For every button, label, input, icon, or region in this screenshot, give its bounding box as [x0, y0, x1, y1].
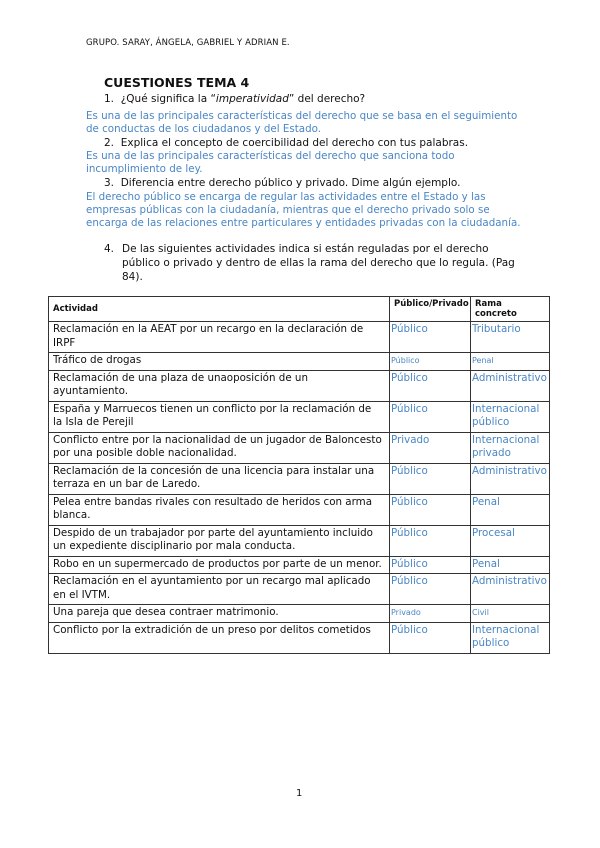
public-private-cell: Público: [390, 574, 471, 605]
answer-2: Es una de las principales características del derecho que sanciona todo incumplimiento de ley.: [86, 150, 455, 175]
branch-cell: Civil: [471, 605, 550, 623]
table-row: [49, 556, 550, 574]
question-number: 1.: [104, 93, 115, 105]
branch-cell: Penal: [471, 556, 550, 574]
activity-line: Reclamación de una plaza de unaoposición de un: [53, 371, 308, 384]
table-header-row: [49, 297, 550, 322]
branch-cell: Penal: [471, 494, 550, 525]
question-4: [104, 242, 524, 284]
activity-cell: [49, 525, 390, 556]
activity-cell: [49, 556, 390, 574]
page-number: 1: [296, 788, 303, 799]
public-private-cell: Público: [390, 463, 471, 494]
activity-line: IRPF: [53, 336, 76, 349]
public-private-cell: Público: [390, 322, 471, 353]
activity-cell: [49, 432, 390, 463]
document-header: GRUPO. SARAY, ÁNGELA, GABRIEL Y ADRIAN E.: [86, 38, 290, 48]
activities-table: [48, 296, 550, 654]
question-3: [104, 177, 460, 190]
question-text: Diferencia entre derecho público y privado. Dime algún ejemplo.: [120, 177, 461, 189]
branch-cell: Procesal: [471, 525, 550, 556]
table-row: [49, 622, 550, 653]
public-private-cell: Público: [390, 494, 471, 525]
public-private-cell: Privado: [390, 432, 471, 463]
column-header-public-private: Público/Privado: [390, 297, 471, 322]
activity-cell: [49, 463, 390, 494]
public-private-cell: Privado: [390, 605, 471, 623]
question-2: [104, 137, 468, 150]
question-emphasis: imperatividad: [215, 93, 289, 105]
branch-cell: Administrativo: [471, 574, 550, 605]
column-header-branch: Rama concreto: [471, 297, 550, 322]
activity-line: Tráfico de drogas: [53, 354, 142, 366]
activity-cell: [49, 622, 390, 653]
branch-cell: Internacional público: [471, 622, 550, 653]
activity-cell: [49, 370, 390, 401]
question-number: 2.: [104, 137, 115, 149]
public-private-cell: Público: [390, 401, 471, 432]
activity-line: Conflicto entre por la nacionalidad de un jugador de Baloncesto: [53, 433, 382, 446]
page-title: CUESTIONES TEMA 4: [104, 75, 250, 90]
table-row: [49, 432, 550, 463]
question-number: 3.: [104, 177, 115, 189]
question-number: 4.: [104, 243, 115, 255]
table-row: [49, 605, 550, 623]
activity-line: terraza en un bar de Laredo.: [53, 478, 201, 490]
public-private-cell: Público: [390, 525, 471, 556]
activity-line: España y Marruecos tienen un conflicto por la reclamación de: [53, 402, 372, 415]
branch-cell: Penal: [471, 353, 550, 371]
activity-line: la Isla de Perejil: [53, 416, 134, 428]
column-header-activity: Actividad: [49, 297, 390, 322]
table-row: [49, 463, 550, 494]
activity-line: Reclamación en el ayuntamiento por un recargo mal aplicado: [53, 575, 371, 587]
question-text: De las siguientes actividades indica si están reguladas por el derecho público o privado y dentro de ellas la rama del derecho que lo regula. (Pag 84).: [122, 243, 515, 283]
question-1: [104, 93, 365, 106]
table-row: [49, 574, 550, 605]
activity-line: Despido de un trabajador por parte del ayuntamiento incluido: [53, 526, 373, 539]
public-private-cell: Público: [390, 622, 471, 653]
activity-line: en el IVTM.: [53, 588, 111, 601]
activity-cell: [49, 401, 390, 432]
table-row: [49, 401, 550, 432]
branch-cell: Tributario: [471, 322, 550, 353]
answer-3: El derecho público se encarga de regular las actividades entre el Estado y las empresas públicas con la ciudadanía, mientras que el derecho privado solo se encarga de las relaciones entre particulares y entidades privadas con la ciudadanía.: [86, 191, 521, 229]
activity-line: Reclamación en la AEAT por un recargo en la declaración de: [53, 323, 364, 335]
activity-line: blanca.: [53, 509, 91, 521]
public-private-cell: Público: [390, 353, 471, 371]
table-row: [49, 322, 550, 353]
activity-line: Pelea entre bandas rivales con resultado de heridos con arma: [53, 495, 373, 508]
activity-line: por una posible doble nacionalidad.: [53, 447, 237, 459]
activity-line: Una pareja que desea contraer matrimonio.: [53, 606, 279, 618]
question-text: Explica el concepto de coercibilidad del derecho con tus palabras.: [120, 137, 469, 149]
branch-cell: Administrativo: [471, 463, 550, 494]
activity-cell: [49, 574, 390, 605]
question-text: ¿Qué significa la “: [120, 93, 216, 105]
activity-cell: [49, 353, 390, 371]
activity-line: un expediente disciplinario por mala conducta.: [53, 540, 296, 552]
table-row: [49, 525, 550, 556]
branch-cell: Internacional privado: [471, 432, 550, 463]
activity-line: ayuntamiento.: [53, 385, 128, 397]
activity-cell: [49, 494, 390, 525]
activity-line: Conflicto por la extradición de un preso por delitos cometidos: [53, 623, 371, 636]
activity-line: Reclamación de la concesión de una licencia para instalar una: [53, 464, 375, 477]
table-row: [49, 370, 550, 401]
activity-cell: [49, 322, 390, 353]
public-private-cell: Público: [390, 556, 471, 574]
table-row: [49, 353, 550, 371]
table-row: [49, 494, 550, 525]
branch-cell: Administrativo: [471, 370, 550, 401]
answer-1: Es una de las principales características del derecho que se basa en el seguimiento de conductas de los ciudadanos y del Estado.: [86, 110, 518, 135]
activity-line: Robo en un supermercado de productos por parte de un menor.: [53, 557, 382, 570]
branch-cell: Internacional público: [471, 401, 550, 432]
public-private-cell: Público: [390, 370, 471, 401]
question-text: ” del derecho?: [288, 93, 366, 105]
activity-cell: [49, 605, 390, 623]
